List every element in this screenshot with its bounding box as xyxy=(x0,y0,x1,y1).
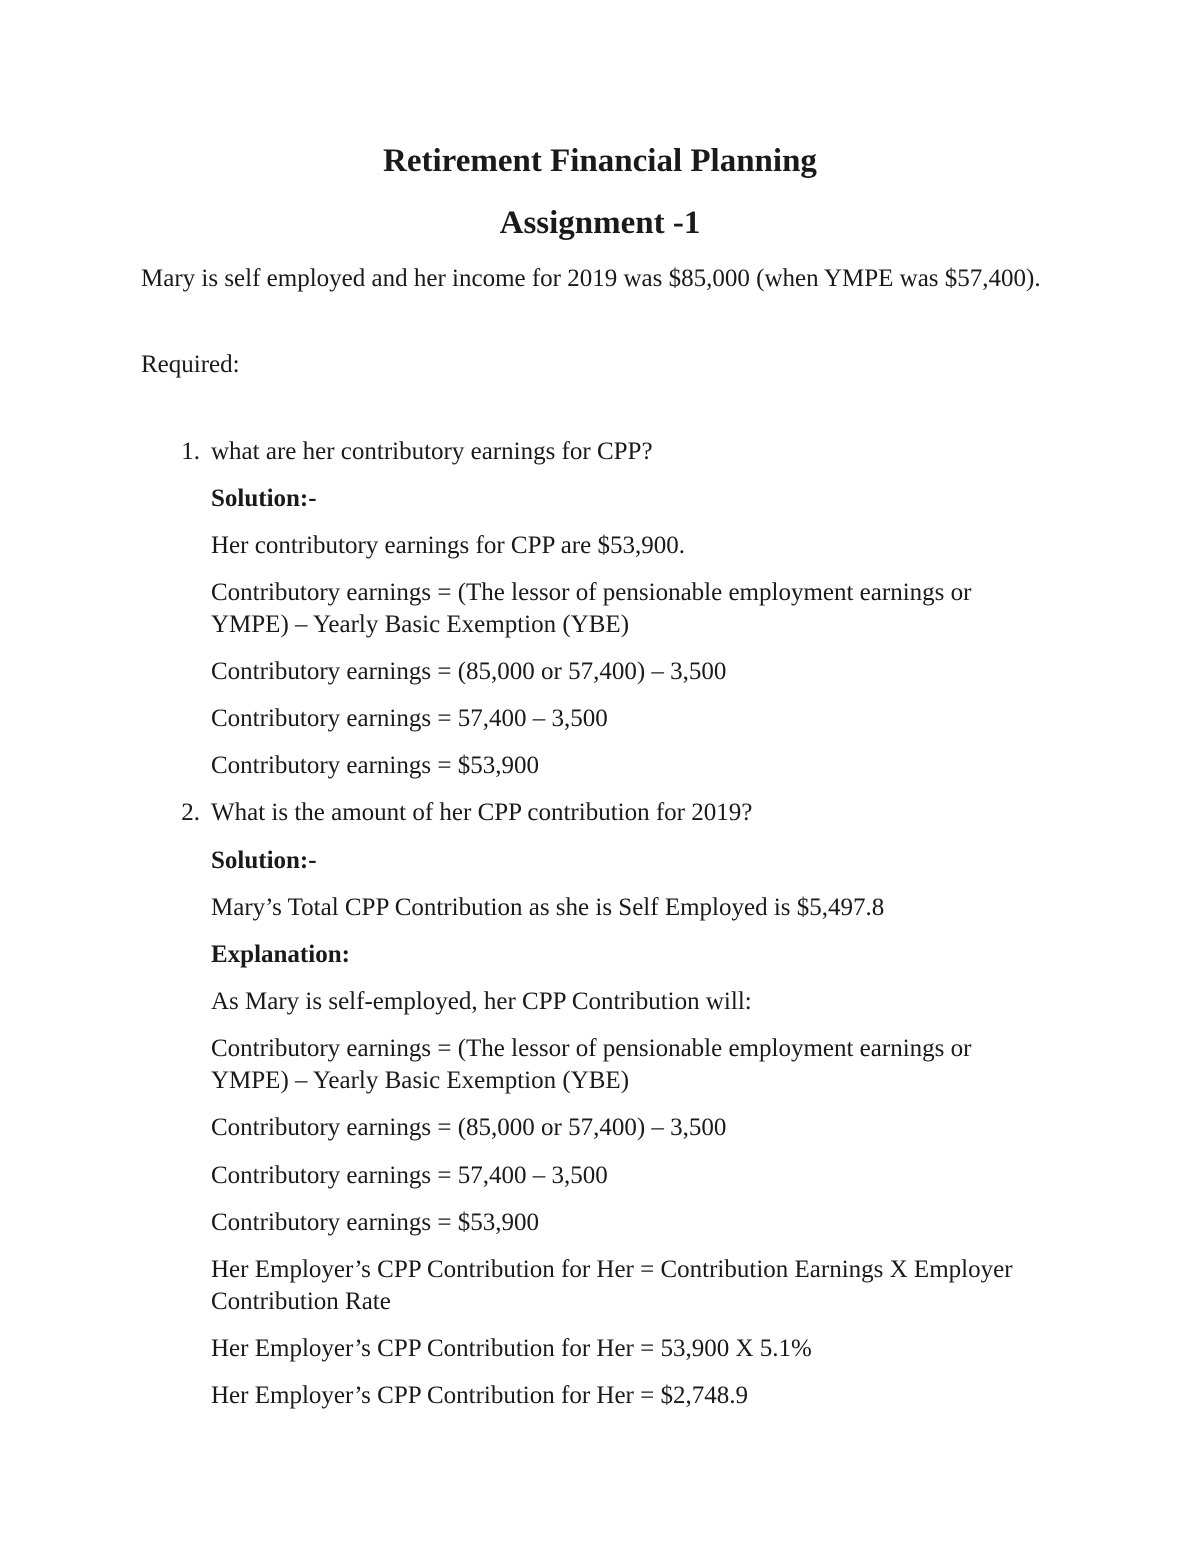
document-title: Retirement Financial Planning xyxy=(383,143,817,179)
explanation-line: Her Employer’s CPP Contribution for Her = Contribution Earnings X Employer Contribution Rate xyxy=(211,1256,1013,1315)
explanation-line: Her Employer’s CPP Contribution for Her = 53,900 X 5.1% xyxy=(211,1335,812,1362)
solution-line: Contributory earnings = (85,000 or 57,400) – 3,500 xyxy=(211,658,727,685)
explanation-line: Contributory earnings = $53,900 xyxy=(211,1209,539,1236)
question-2-text: What is the amount of her CPP contribution for 2019? xyxy=(211,799,753,826)
explanation-line: As Mary is self-employed, her CPP Contribution will: xyxy=(211,988,752,1015)
solution-label: Solution:- xyxy=(211,847,317,874)
solution-line: Contributory earnings = 57,400 – 3,500 xyxy=(211,705,608,732)
answer-line: Mary’s Total CPP Contribution as she is Self Employed is $5,497.8 xyxy=(211,894,885,921)
solution-line: Contributory earnings = (The lessor of pensionable employment earnings or YMPE) – Yearly Basic Exemption (YBE) xyxy=(211,579,972,638)
explanation-line: Contributory earnings = (85,000 or 57,400) – 3,500 xyxy=(211,1114,727,1141)
explanation-line: Her Employer’s CPP Contribution for Her = $2,748.9 xyxy=(211,1382,748,1409)
question-1-text: what are her contributory earnings for CPP? xyxy=(211,438,653,465)
explanation-line: Contributory earnings = (The lessor of pensionable employment earnings or YMPE) – Yearly Basic Exemption (YBE) xyxy=(211,1035,972,1094)
explanation-label: Explanation: xyxy=(211,941,350,968)
required-label: Required: xyxy=(141,351,240,378)
solution-label: Solution:- xyxy=(211,485,317,512)
solution-line: Contributory earnings = $53,900 xyxy=(211,752,539,779)
document-subtitle: Assignment -1 xyxy=(499,205,701,241)
question-number: 1. xyxy=(181,438,200,465)
explanation-line: Contributory earnings = 57,400 – 3,500 xyxy=(211,1162,608,1189)
question-number: 2. xyxy=(181,799,200,826)
intro-paragraph: Mary is self employed and her income for 2019 was $85,000 (when YMPE was $57,400). xyxy=(141,265,1041,292)
solution-line: Her contributory earnings for CPP are $53,900. xyxy=(211,532,685,559)
